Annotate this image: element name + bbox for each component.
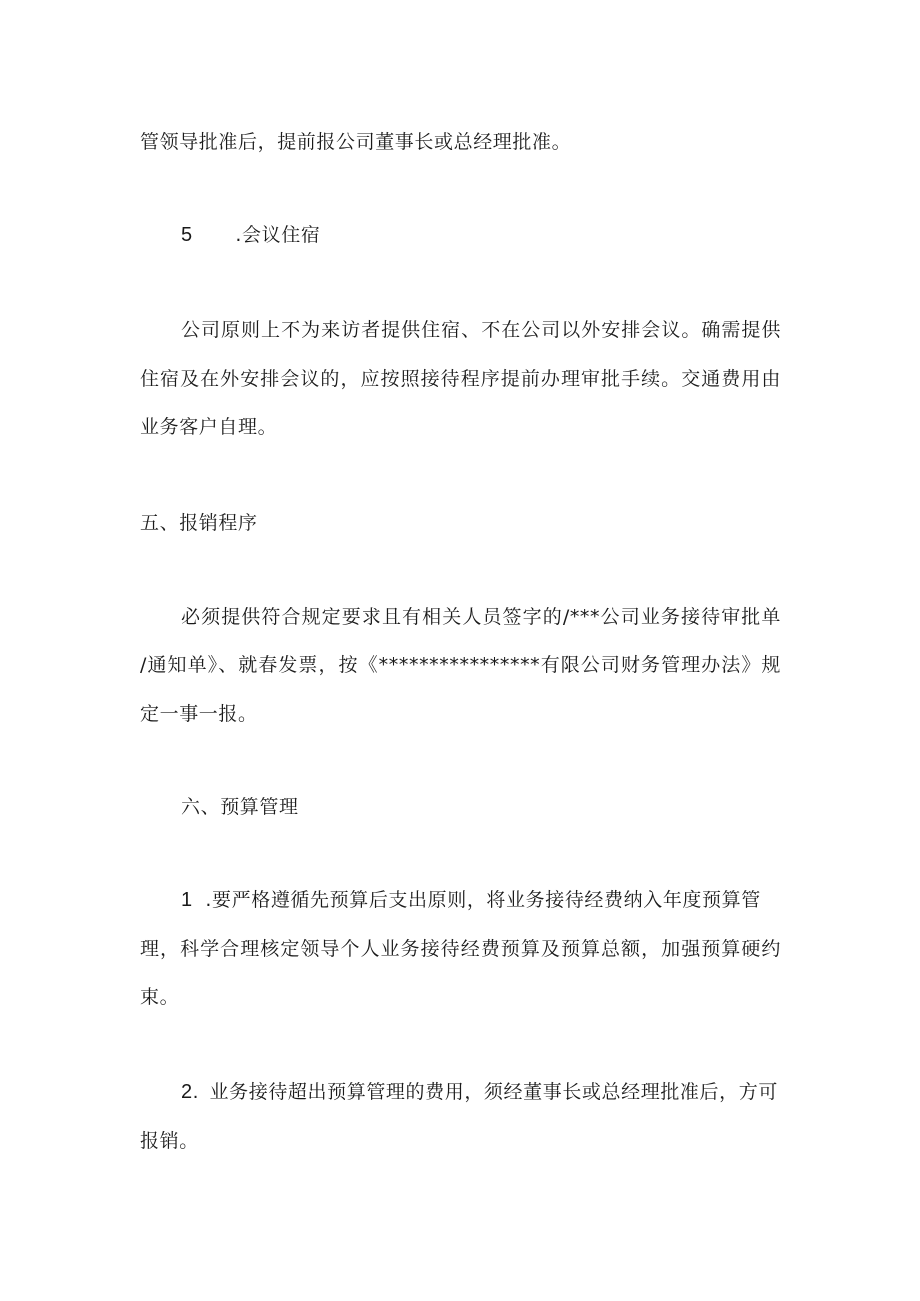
item-1-line-2: 理，科学合理核定领导个人业务接待经费预算及预算总额，加强预算硬约 — [140, 938, 781, 960]
item-1-number: 1 — [181, 889, 193, 911]
paragraph-lodging-line-2: 住宿及在外安排会议的，应按照接待程序提前办理审批手续。交通费用由 — [140, 368, 781, 390]
item-1-line-1 — [181, 887, 781, 913]
section-5-heading: 五、报销程序 — [140, 512, 258, 534]
paragraph-continuation-line-1: 管领导批准后，提前报公司董事长或总经理批准。 — [140, 131, 572, 153]
item-5-title: .会议住宿 — [235, 224, 321, 246]
item-2-number: 2. — [181, 1081, 199, 1103]
section-6-heading: 六、预算管理 — [181, 796, 299, 818]
item-1-text-line-1: .要严格遵循先预算后支出原则，将业务接待经费纳入年度预算管 — [205, 889, 761, 911]
paragraph-reimburse-line-1: 必须提供符合规定要求且有相关人员签字的/***公司业务接待审批单 — [181, 606, 781, 628]
item-5-number: 5 — [181, 224, 193, 246]
paragraph-reimburse-line-2: /通知单》、就春发票，按《****************有限公司财务管理办法》规 — [140, 654, 781, 676]
paragraph-lodging-line-1: 公司原则上不为来访者提供住宿、不在公司以外安排会议。确需提供 — [181, 319, 781, 341]
item-1-line-3: 束。 — [140, 986, 180, 1008]
item-2-line-2: 报销。 — [140, 1130, 199, 1152]
paragraph-lodging-line-3: 业务客户自理。 — [140, 416, 278, 438]
item-2-text-line-1: 业务接待超出预算管理的费用，须经董事长或总经理批准后，方可 — [209, 1081, 778, 1103]
item-5-heading — [181, 222, 320, 248]
paragraph-reimburse-line-3: 定一事一报。 — [140, 703, 258, 725]
item-2-line-1 — [181, 1079, 781, 1105]
